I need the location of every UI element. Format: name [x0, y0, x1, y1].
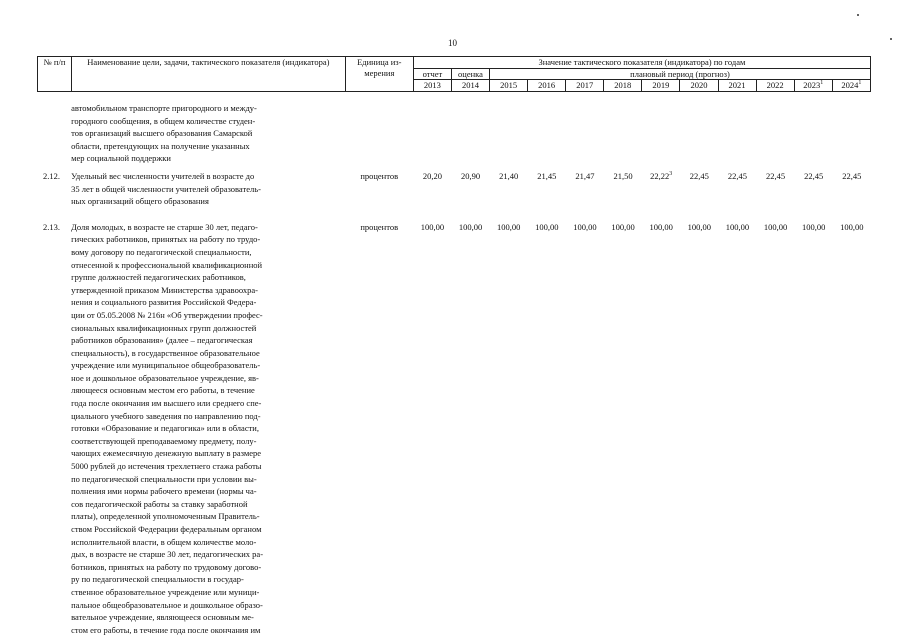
value-cell: 22,45 — [727, 170, 747, 181]
year-2019: 2019 — [642, 80, 680, 92]
year-2022: 2022 — [756, 80, 794, 92]
value-cell — [718, 102, 756, 165]
value-cell — [604, 102, 642, 165]
row-number — [37, 102, 71, 165]
header-values: Значение тактического показателя (индикатора) по годам — [413, 57, 870, 69]
value-cell: 100,00 — [763, 221, 788, 232]
header-planned: плановый период (прогноз) — [490, 68, 871, 80]
unit-cell: процентов — [360, 221, 399, 232]
value-cell: 21,45 — [537, 170, 557, 181]
value-cell: 21,40 — [499, 170, 519, 181]
value-cell: 100,00 — [573, 221, 597, 232]
value-cell: 22,22$^3$ — [650, 170, 673, 181]
header-num: № п/п — [38, 57, 72, 92]
value-cell: 22,45 — [765, 170, 786, 181]
row-number: 2.12. — [43, 170, 60, 181]
footnote-mark: 3 — [669, 171, 673, 178]
value-cell: 100,00 — [801, 221, 826, 232]
page-number: 10 — [448, 38, 457, 48]
table-row-2-12 — [37, 165, 871, 208]
indicator-name: автомобильном транспорте пригородного и между- городного сообщения, в общем количестве студен- тов организаций высшего образования Самарской области, претендующих на получение указанных мер социальной поддержки — [71, 103, 257, 164]
value-cell: 22,45 — [689, 170, 709, 181]
table-row-continuation — [37, 102, 871, 165]
unit-cell — [345, 102, 413, 165]
value-cell — [795, 102, 833, 165]
value-cell — [833, 102, 871, 165]
value-cell: 20,20 — [422, 170, 442, 181]
indicator-table — [37, 102, 871, 636]
year-2018: 2018 — [604, 80, 642, 92]
year-2023: 2023$^1$ — [794, 80, 832, 92]
indicator-name: Удельный вес численности учителей в возрасте до 35 лет в общей численности учителей образователь- ных организаций общего образования — [71, 170, 261, 207]
year-2021: 2021 — [718, 80, 756, 92]
value-cell: 100,00 — [420, 221, 445, 232]
year-2014: 2014 — [451, 80, 489, 92]
value-cell: 21,47 — [575, 170, 595, 181]
value-cell: 22,45 — [804, 170, 824, 181]
value-cell: 100,00 — [725, 221, 750, 232]
year-2020: 2020 — [680, 80, 718, 92]
year-2013: 2013 — [413, 80, 451, 92]
value-cell: 100,00 — [687, 221, 711, 232]
year-2024: 2024$^1$ — [832, 80, 870, 92]
scan-speck — [857, 14, 859, 16]
unit-cell: процентов — [360, 170, 399, 181]
value-cell — [680, 102, 718, 165]
value-cell — [413, 102, 451, 165]
year-2015: 2015 — [490, 80, 528, 92]
row-number: 2.13. — [43, 221, 60, 232]
value-cell — [528, 102, 566, 165]
header-name: Наименование цели, задачи, тактического показателя (индикатора) — [72, 57, 346, 92]
scan-speck — [890, 38, 892, 40]
value-cell: 100,00 — [611, 221, 635, 232]
value-cell: 20,90 — [460, 170, 481, 181]
value-cell — [451, 102, 489, 165]
value-cell: 100,00 — [458, 221, 483, 232]
value-cell: 100,00 — [496, 221, 521, 232]
value-cell: 22,45 — [842, 170, 862, 181]
indicator-name: Доля молодых, в возрасте не старше 30 лет, педаго- гических работников, принятых на работу по трудо- вому договору по педагогической специальности, отнесенной к профессиональной квалификационной группе должностей педагогических работников, утвержденной приказом Министерства здравоохра- нения и социального развития Российской Федера- ции от 05.05.2008 № 216н «Об утверждении профес- сиональных квалификационных групп должностей работников образования» (далее – педагогическая специальность), в государственное образовательное учреждение или муниципальное общеобразователь- ное и дошкольное образовательное учреждение, яв- ляющееся основным местом его работы, в течение года после окончания им высшего или среднего спе- циального учебного заведения по направлению под- готовки «Образование и педагогика» или в области, соответствующей преподаваемому предмету, полу- чающих ежемесячную денежную выплату в размере 5000 рублей до истечения трехлетнего стажа работы по педагогической специальности при условии вы- полнения ими нормы рабочего времени (нормы ча- сов педагогической работы за ставку заработной платы), определенной уполномоченным Правитель- ством Российской Федерации федеральным органом исполнительной власти, в общем количестве моло- дых, в возрасте не старше 30 лет, педагогических ра- ботников, принятых на работу по трудовому догово- ру по педагогической специальности в государ- ственное образовательное учреждение или муници- пальное общеобразовательное и дошкольное образо- вательное учреждение, являющееся основным ме- стом его работы, в течение года после окончания им — [71, 221, 264, 635]
value-cell — [490, 102, 528, 165]
year-2017: 2017 — [566, 80, 604, 92]
table-row-2-13 — [37, 208, 871, 637]
header-report: отчет — [413, 68, 451, 80]
value-cell — [642, 102, 680, 165]
header-estimate: оценка — [451, 68, 489, 80]
value-cell — [566, 102, 604, 165]
value-cell: 21,50 — [613, 170, 633, 181]
value-cell: 100,00 — [649, 221, 673, 232]
value-cell: 100,00 — [840, 221, 864, 232]
value-cell — [756, 102, 794, 165]
value-cell: 100,00 — [535, 221, 559, 232]
header-unit: Единица из-мерения — [345, 57, 413, 92]
year-2016: 2016 — [528, 80, 566, 92]
table-header — [37, 56, 871, 92]
